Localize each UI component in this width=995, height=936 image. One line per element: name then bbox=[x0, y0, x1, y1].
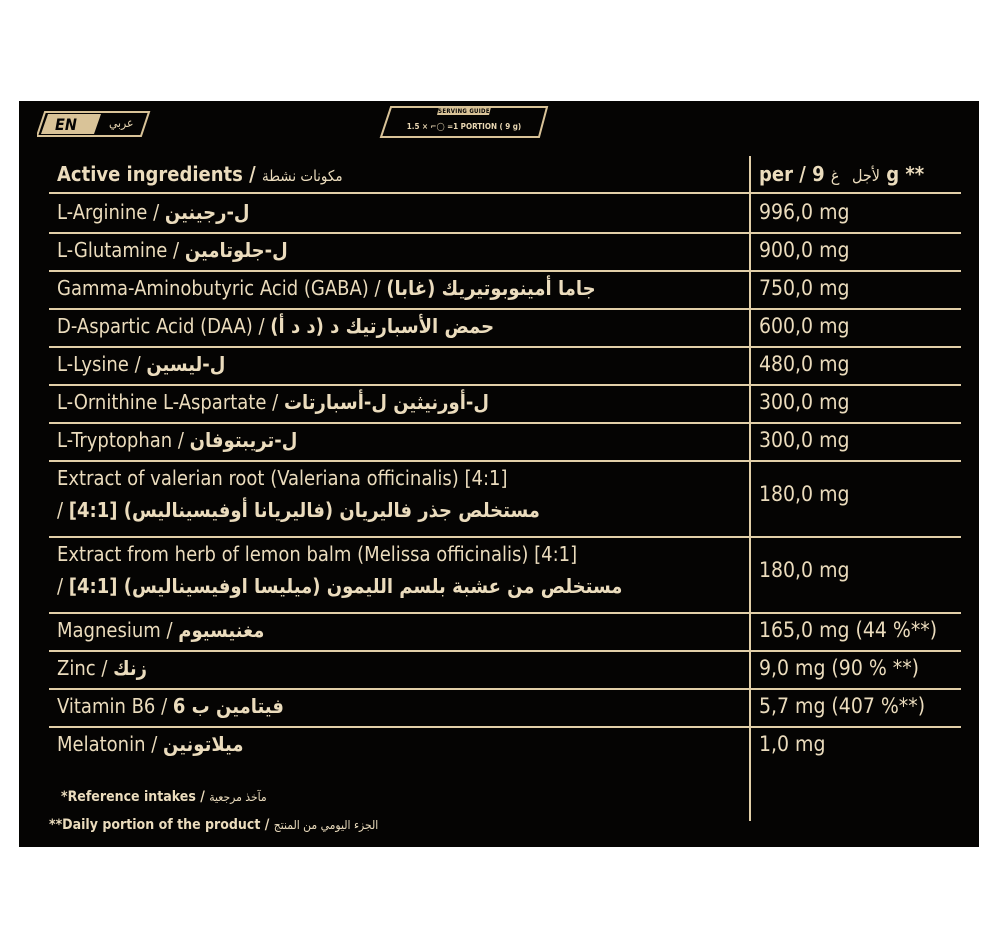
separator: / bbox=[160, 618, 179, 642]
language-toggle[interactable] bbox=[37, 110, 151, 138]
ingredient-name bbox=[57, 238, 288, 262]
table-row bbox=[49, 232, 961, 272]
separator: / bbox=[155, 694, 173, 718]
ingredient-amount: 9,0 mg (90 % **) bbox=[759, 656, 920, 680]
ingredient-name-ar: ل-رجينين bbox=[164, 200, 250, 224]
ingredients-header-ar: مكونات نشطة bbox=[261, 167, 343, 185]
footnote-reference: *Reference intakes / مآخذ مرجعية bbox=[61, 789, 267, 805]
separator: / bbox=[266, 390, 284, 414]
ingredient-name bbox=[57, 656, 147, 680]
separator: / bbox=[368, 276, 387, 300]
ingredient-name-ar: ميلاتونين bbox=[163, 732, 244, 756]
table-row bbox=[49, 384, 961, 424]
amount-header: 9 g bbox=[812, 162, 900, 186]
ingredient-name bbox=[57, 200, 250, 224]
table-row bbox=[49, 422, 961, 462]
footnote-daily-en: **Daily portion of the product bbox=[49, 817, 261, 833]
separator: / bbox=[145, 732, 163, 756]
amount-stars: ** bbox=[905, 162, 925, 186]
table-row bbox=[49, 726, 961, 764]
ingredient-name-ar: ل-أورنيثين ل-أسبارتات bbox=[283, 390, 489, 414]
ingredient-name-ar: مستخلص جذر فاليريان (فاليريانا أوفيسيناليس) [4:1] bbox=[68, 498, 540, 522]
ingredient-name bbox=[57, 538, 622, 602]
separator: / bbox=[167, 238, 185, 262]
ingredient-name-ar: ل-ليسين bbox=[146, 352, 226, 376]
table-row bbox=[49, 650, 961, 690]
ingredient-name-ar: ل-جلوتامين bbox=[184, 238, 288, 262]
ingredient-name bbox=[57, 428, 297, 452]
ingredient-amount: 480,0 mg bbox=[759, 352, 850, 376]
ingredient-name-en: D-Aspartic Acid (DAA) bbox=[57, 314, 253, 338]
ingredient-amount: 300,0 mg bbox=[759, 390, 850, 414]
footnote-daily: **Daily portion of the product / الجزء اليومي من المنتج bbox=[49, 817, 379, 833]
separator: / bbox=[147, 200, 165, 224]
ingredient-name-en: Zinc bbox=[57, 656, 96, 680]
ingredient-amount: 900,0 mg bbox=[759, 238, 850, 262]
table-row bbox=[49, 346, 961, 386]
ingredient-name-en: L-Arginine bbox=[57, 200, 148, 224]
ingredient-name bbox=[57, 694, 284, 718]
ingredient-name-en: L-Ornithine L-Aspartate bbox=[57, 390, 267, 414]
ingredient-name-en: L-Glutamine bbox=[57, 238, 168, 262]
footnote-reference-ar: مآخذ مرجعية bbox=[209, 790, 267, 804]
ingredient-amount: 5,7 mg (407 %**) bbox=[759, 694, 926, 718]
serving-guide-title: SERVING GUIDE bbox=[438, 108, 490, 115]
per-header-ar: لأجل bbox=[851, 166, 880, 185]
ingredient-name-en: Gamma-Aminobutyric Acid (GABA) bbox=[57, 276, 369, 300]
ingredient-name-en: L-Lysine bbox=[57, 352, 129, 376]
per-header-en: per bbox=[759, 162, 793, 186]
ingredient-name-ar: زنك bbox=[113, 656, 148, 680]
ingredient-amount: 300,0 mg bbox=[759, 428, 850, 452]
separator: / bbox=[57, 498, 69, 522]
ingredient-name-ar: ل-تريبتوفان bbox=[189, 428, 298, 452]
ingredient-name-ar: فيتامين ب 6 bbox=[172, 694, 284, 718]
ingredient-name bbox=[57, 390, 489, 414]
ingredient-amount: 180,0 mg bbox=[759, 558, 850, 582]
lang-ar-option[interactable]: عربي bbox=[109, 116, 134, 130]
ingredient-name bbox=[57, 276, 596, 300]
table-row bbox=[49, 270, 961, 310]
serving-guide-text: 1.5 × ⌐◯ =1 PORTION ( 9 g) bbox=[406, 122, 522, 131]
nutrition-panel bbox=[19, 101, 979, 847]
table-row bbox=[49, 688, 961, 728]
table-row bbox=[49, 194, 961, 234]
separator: / bbox=[57, 574, 69, 598]
table-row bbox=[49, 536, 961, 614]
ingredient-name-en: Magnesium bbox=[57, 618, 161, 642]
table-row bbox=[49, 460, 961, 538]
ingredient-name-en: Vitamin B6 bbox=[57, 694, 156, 718]
ingredient-name-ar: جاما أمينوبوتيريك (غابا) bbox=[386, 276, 596, 300]
footnote-reference-en: *Reference intakes bbox=[61, 789, 196, 805]
lang-en-option[interactable]: EN bbox=[55, 115, 77, 134]
ingredient-name bbox=[57, 314, 494, 338]
table-row bbox=[49, 308, 961, 348]
footnote-daily-ar: الجزء اليومي من المنتج bbox=[273, 818, 379, 832]
ingredient-name-en: Extract of valerian root (Valeriana officinalis) [4:1] bbox=[57, 466, 508, 490]
ingredient-name-ar: مستخلص من عشبة بلسم الليمون (ميليسا اوفيسيناليس) [4:1] bbox=[68, 574, 623, 598]
per-header: per / لأجل غ 9 g ** bbox=[759, 162, 925, 186]
ingredient-name-en: L-Tryptophan bbox=[57, 428, 173, 452]
footnotes bbox=[49, 789, 379, 845]
ingredient-amount: 600,0 mg bbox=[759, 314, 850, 338]
ingredient-amount: 165,0 mg (44 %**) bbox=[759, 618, 938, 642]
separator: / bbox=[128, 352, 147, 376]
ingredients-header: Active ingredients / مكونات نشطة bbox=[57, 162, 343, 186]
ingredient-name bbox=[57, 352, 225, 376]
ingredient-name-ar: مغنيسيوم bbox=[178, 618, 265, 642]
ingredient-name-en: Extract from herb of lemon balm (Melissa officinalis) [4:1] bbox=[57, 542, 578, 566]
ingredient-name-ar: حمض الأسبارتيك د (د د أ) bbox=[270, 314, 495, 338]
ingredient-name bbox=[57, 462, 540, 526]
ingredient-name bbox=[57, 618, 264, 642]
ingredient-name bbox=[57, 732, 243, 756]
amount-unit-ar: غ bbox=[830, 166, 840, 185]
separator: / bbox=[172, 428, 190, 452]
serving-guide-badge bbox=[379, 105, 549, 139]
ingredient-amount: 180,0 mg bbox=[759, 482, 850, 506]
separator: / bbox=[95, 656, 114, 680]
ingredient-amount: 750,0 mg bbox=[759, 276, 850, 300]
ingredient-amount: 1,0 mg bbox=[759, 732, 826, 756]
ingredient-name-en: Melatonin bbox=[57, 732, 146, 756]
table-header-row bbox=[49, 156, 961, 194]
ingredients-header-en: Active ingredients bbox=[57, 162, 243, 186]
separator: / bbox=[252, 314, 271, 338]
table-row bbox=[49, 612, 961, 652]
ingredient-amount: 996,0 mg bbox=[759, 200, 850, 224]
